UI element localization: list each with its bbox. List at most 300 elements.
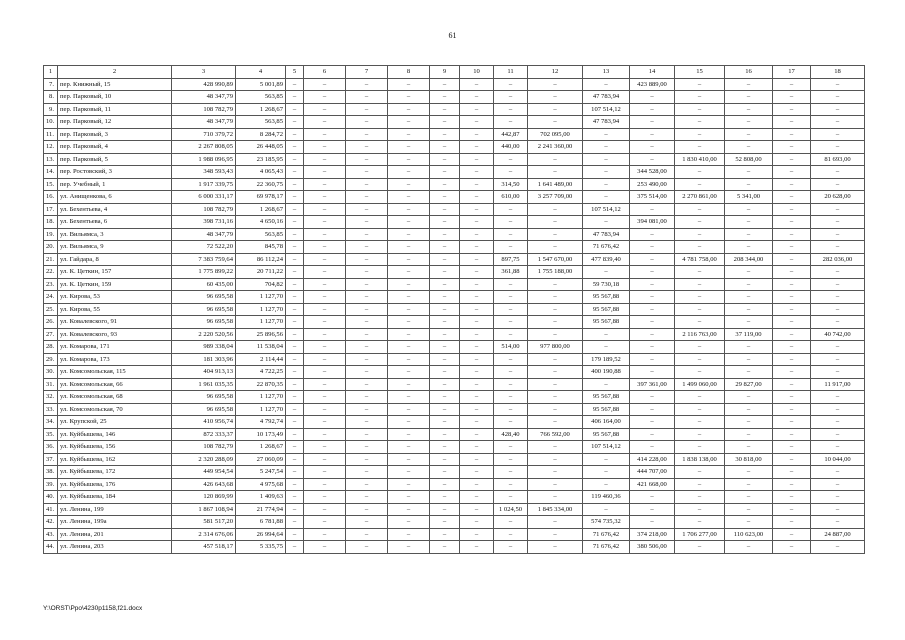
value-cell: – — [460, 466, 494, 479]
value-cell: – — [346, 528, 388, 541]
value-cell: – — [430, 303, 460, 316]
value-cell: – — [811, 241, 865, 254]
value-cell: – — [773, 291, 811, 304]
value-cell: – — [460, 366, 494, 379]
column-number: 2 — [58, 66, 172, 79]
value-cell: – — [388, 478, 430, 491]
value-cell: – — [346, 141, 388, 154]
value-cell: 6 000 331,17 — [172, 191, 236, 204]
value-cell: – — [460, 316, 494, 329]
value-cell: – — [304, 341, 346, 354]
value-cell: – — [346, 203, 388, 216]
row-number: 35. — [44, 428, 58, 441]
value-cell: – — [494, 328, 528, 341]
value-cell: – — [773, 241, 811, 254]
data-table — [43, 65, 865, 554]
value-cell: – — [528, 403, 583, 416]
value-cell: – — [286, 528, 304, 541]
value-cell: 253 490,00 — [630, 178, 675, 191]
address-cell: ул. Ковалевского, 93 — [58, 328, 172, 341]
value-cell: – — [675, 441, 725, 454]
column-number: 6 — [304, 66, 346, 79]
row-number: 15. — [44, 178, 58, 191]
row-number: 12. — [44, 141, 58, 154]
value-cell: 2 267 808,05 — [172, 141, 236, 154]
value-cell: – — [430, 278, 460, 291]
value-cell: 95 567,88 — [583, 303, 630, 316]
value-cell: 4 792,74 — [236, 416, 286, 429]
value-cell: – — [286, 203, 304, 216]
value-cell: – — [346, 128, 388, 141]
value-cell: – — [528, 166, 583, 179]
table-row — [44, 403, 865, 416]
value-cell: 110 623,00 — [725, 528, 773, 541]
value-cell: – — [583, 453, 630, 466]
value-cell: 96 695,58 — [172, 316, 236, 329]
value-cell: – — [675, 103, 725, 116]
value-cell: – — [346, 428, 388, 441]
column-number: 13 — [583, 66, 630, 79]
value-cell: – — [460, 491, 494, 504]
value-cell: 1 409,63 — [236, 491, 286, 504]
column-number: 3 — [172, 66, 236, 79]
value-cell: – — [286, 441, 304, 454]
value-cell: – — [773, 516, 811, 529]
column-number: 8 — [388, 66, 430, 79]
row-number: 16. — [44, 191, 58, 204]
column-number: 14 — [630, 66, 675, 79]
value-cell: – — [346, 503, 388, 516]
value-cell: – — [304, 416, 346, 429]
value-cell: 397 361,00 — [630, 378, 675, 391]
value-cell: – — [460, 378, 494, 391]
value-cell: 1 127,70 — [236, 291, 286, 304]
value-cell: – — [388, 403, 430, 416]
table-row — [44, 416, 865, 429]
value-cell: – — [494, 303, 528, 316]
address-cell: ул. Ковалевского, 91 — [58, 316, 172, 329]
value-cell: – — [460, 528, 494, 541]
value-cell: 7 383 759,64 — [172, 253, 236, 266]
table-row — [44, 466, 865, 479]
value-cell: – — [583, 328, 630, 341]
value-cell: – — [460, 303, 494, 316]
table-row — [44, 441, 865, 454]
value-cell: – — [528, 416, 583, 429]
value-cell: – — [388, 141, 430, 154]
value-cell: – — [388, 216, 430, 229]
value-cell: – — [675, 428, 725, 441]
value-cell: – — [583, 378, 630, 391]
value-cell: 181 303,96 — [172, 353, 236, 366]
value-cell: – — [460, 328, 494, 341]
value-cell: – — [630, 391, 675, 404]
row-number: 24. — [44, 291, 58, 304]
value-cell: 440,00 — [494, 141, 528, 154]
value-cell: – — [494, 116, 528, 129]
value-cell: – — [304, 228, 346, 241]
value-cell: – — [630, 141, 675, 154]
value-cell: – — [811, 366, 865, 379]
value-cell: – — [388, 103, 430, 116]
value-cell: – — [494, 228, 528, 241]
table-row — [44, 491, 865, 504]
value-cell: – — [388, 453, 430, 466]
value-cell: – — [286, 353, 304, 366]
value-cell: – — [346, 516, 388, 529]
value-cell: – — [304, 541, 346, 554]
value-cell: – — [430, 528, 460, 541]
value-cell: – — [725, 366, 773, 379]
address-cell: ул. Вильямса, 3 — [58, 228, 172, 241]
value-cell: – — [388, 228, 430, 241]
value-cell: – — [346, 391, 388, 404]
value-cell: 4 065,43 — [236, 166, 286, 179]
address-cell: пер. Учебный, 1 — [58, 178, 172, 191]
table-row — [44, 228, 865, 241]
value-cell: – — [304, 328, 346, 341]
value-cell: – — [773, 541, 811, 554]
value-cell: 1 127,70 — [236, 403, 286, 416]
value-cell: 2 116 763,00 — [675, 328, 725, 341]
address-cell: ул. К. Цеткин, 157 — [58, 266, 172, 279]
value-cell: 26 994,64 — [236, 528, 286, 541]
address-cell: ул. Куйбышева, 156 — [58, 441, 172, 454]
value-cell: – — [430, 116, 460, 129]
value-cell: – — [286, 453, 304, 466]
value-cell: – — [630, 516, 675, 529]
value-cell: – — [304, 241, 346, 254]
value-cell: – — [304, 303, 346, 316]
value-cell: – — [630, 253, 675, 266]
value-cell: – — [630, 341, 675, 354]
value-cell: 25 896,56 — [236, 328, 286, 341]
address-cell: ул. Комсомольская, 68 — [58, 391, 172, 404]
value-cell: 1 706 277,00 — [675, 528, 725, 541]
column-number: 7 — [346, 66, 388, 79]
value-cell: 71 676,42 — [583, 528, 630, 541]
value-cell: 4 975,68 — [236, 478, 286, 491]
table-row — [44, 166, 865, 179]
value-cell: – — [494, 528, 528, 541]
page-number: 61 — [448, 31, 457, 40]
value-cell: 1 268,67 — [236, 441, 286, 454]
value-cell: – — [286, 91, 304, 104]
value-cell: 22 360,75 — [236, 178, 286, 191]
value-cell: 107 514,12 — [583, 441, 630, 454]
value-cell: 1 917 339,75 — [172, 178, 236, 191]
table-row — [44, 241, 865, 254]
value-cell: – — [460, 503, 494, 516]
value-cell: 374 218,00 — [630, 528, 675, 541]
value-cell: – — [346, 328, 388, 341]
row-number: 37. — [44, 453, 58, 466]
value-cell: 710 379,72 — [172, 128, 236, 141]
value-cell: – — [630, 303, 675, 316]
value-cell: – — [725, 478, 773, 491]
row-number: 14. — [44, 166, 58, 179]
table-row — [44, 128, 865, 141]
value-cell: 400 190,88 — [583, 366, 630, 379]
address-cell: ул. Кирова, 55 — [58, 303, 172, 316]
row-number: 17. — [44, 203, 58, 216]
value-cell: – — [725, 266, 773, 279]
value-cell: – — [346, 253, 388, 266]
value-cell: – — [811, 503, 865, 516]
value-cell: 1 024,50 — [494, 503, 528, 516]
value-cell: – — [528, 291, 583, 304]
value-cell: – — [675, 228, 725, 241]
value-cell: – — [811, 216, 865, 229]
table-header-row — [44, 66, 865, 79]
value-cell: – — [583, 141, 630, 154]
value-cell: – — [346, 278, 388, 291]
value-cell: – — [430, 253, 460, 266]
value-cell: – — [811, 103, 865, 116]
value-cell: – — [388, 416, 430, 429]
value-cell: – — [286, 266, 304, 279]
value-cell: – — [675, 466, 725, 479]
value-cell: – — [725, 178, 773, 191]
value-cell: – — [494, 91, 528, 104]
value-cell: 428,40 — [494, 428, 528, 441]
value-cell: – — [811, 278, 865, 291]
value-cell: – — [286, 478, 304, 491]
value-cell: – — [528, 91, 583, 104]
value-cell: – — [346, 103, 388, 116]
value-cell: – — [675, 241, 725, 254]
value-cell: – — [675, 403, 725, 416]
value-cell: – — [346, 341, 388, 354]
value-cell: – — [773, 141, 811, 154]
value-cell: 5 247,54 — [236, 466, 286, 479]
value-cell: – — [494, 103, 528, 116]
value-cell: 24 887,00 — [811, 528, 865, 541]
value-cell: – — [725, 316, 773, 329]
value-cell: – — [460, 91, 494, 104]
address-cell: ул. Гайдара, 8 — [58, 253, 172, 266]
table-row — [44, 141, 865, 154]
value-cell: – — [725, 166, 773, 179]
row-number: 34. — [44, 416, 58, 429]
value-cell: – — [346, 216, 388, 229]
value-cell: – — [430, 153, 460, 166]
value-cell: – — [675, 216, 725, 229]
value-cell: 22 870,35 — [236, 378, 286, 391]
value-cell: – — [286, 503, 304, 516]
value-cell: 20 711,22 — [236, 266, 286, 279]
value-cell: – — [388, 428, 430, 441]
value-cell: – — [675, 366, 725, 379]
value-cell: – — [460, 428, 494, 441]
value-cell: – — [811, 341, 865, 354]
value-cell: – — [494, 203, 528, 216]
column-number: 16 — [725, 66, 773, 79]
value-cell: – — [460, 116, 494, 129]
value-cell: 1 988 096,95 — [172, 153, 236, 166]
value-cell: – — [388, 266, 430, 279]
address-cell: ул. Ленина, 201 — [58, 528, 172, 541]
value-cell: – — [460, 141, 494, 154]
value-cell: 95 567,88 — [583, 316, 630, 329]
value-cell: – — [630, 366, 675, 379]
value-cell: – — [430, 491, 460, 504]
value-cell: – — [304, 491, 346, 504]
value-cell: – — [811, 291, 865, 304]
row-number: 26. — [44, 316, 58, 329]
value-cell: – — [528, 491, 583, 504]
value-cell: 766 592,00 — [528, 428, 583, 441]
address-cell: ул. Куйбышева, 176 — [58, 478, 172, 491]
value-cell: 108 782,79 — [172, 203, 236, 216]
value-cell: – — [430, 91, 460, 104]
value-cell: – — [725, 441, 773, 454]
value-cell: – — [494, 466, 528, 479]
value-cell: – — [528, 441, 583, 454]
value-cell: – — [388, 341, 430, 354]
value-cell: 1 755 188,00 — [528, 266, 583, 279]
value-cell: – — [346, 466, 388, 479]
value-cell: – — [430, 228, 460, 241]
value-cell: – — [773, 391, 811, 404]
value-cell: – — [388, 441, 430, 454]
value-cell: – — [346, 403, 388, 416]
row-number: 10. — [44, 116, 58, 129]
value-cell: – — [675, 166, 725, 179]
value-cell: – — [494, 478, 528, 491]
value-cell: – — [430, 478, 460, 491]
value-cell: 414 228,00 — [630, 453, 675, 466]
value-cell: 1 641 489,00 — [528, 178, 583, 191]
table-row — [44, 528, 865, 541]
value-cell: – — [430, 141, 460, 154]
value-cell: – — [388, 203, 430, 216]
value-cell: – — [460, 353, 494, 366]
value-cell: – — [811, 166, 865, 179]
value-cell: – — [725, 466, 773, 479]
value-cell: – — [583, 78, 630, 91]
value-cell: – — [630, 328, 675, 341]
value-cell: – — [304, 403, 346, 416]
value-cell: – — [286, 191, 304, 204]
table-row — [44, 178, 865, 191]
row-number: 8. — [44, 91, 58, 104]
value-cell: – — [773, 103, 811, 116]
value-cell: – — [494, 241, 528, 254]
row-number: 41. — [44, 503, 58, 516]
value-cell: – — [346, 291, 388, 304]
row-number: 22. — [44, 266, 58, 279]
row-number: 31. — [44, 378, 58, 391]
value-cell: 361,88 — [494, 266, 528, 279]
value-cell: – — [583, 128, 630, 141]
value-cell: – — [725, 291, 773, 304]
column-number: 12 — [528, 66, 583, 79]
value-cell: – — [346, 241, 388, 254]
row-number: 21. — [44, 253, 58, 266]
value-cell: – — [430, 341, 460, 354]
value-cell: – — [675, 203, 725, 216]
row-number: 40. — [44, 491, 58, 504]
address-cell: ул. Ленина, 199 — [58, 503, 172, 516]
value-cell: – — [675, 503, 725, 516]
value-cell: – — [430, 366, 460, 379]
value-cell: – — [583, 216, 630, 229]
value-cell: – — [346, 491, 388, 504]
value-cell: – — [528, 278, 583, 291]
value-cell: – — [630, 428, 675, 441]
value-cell: – — [304, 78, 346, 91]
value-cell: 348 593,43 — [172, 166, 236, 179]
value-cell: – — [725, 216, 773, 229]
value-cell: – — [304, 178, 346, 191]
column-number: 15 — [675, 66, 725, 79]
value-cell: – — [286, 541, 304, 554]
table-row — [44, 503, 865, 516]
value-cell: – — [528, 541, 583, 554]
value-cell: – — [773, 216, 811, 229]
value-cell: 610,00 — [494, 191, 528, 204]
value-cell: 444 707,00 — [630, 466, 675, 479]
value-cell: – — [811, 203, 865, 216]
value-cell: 95 567,88 — [583, 428, 630, 441]
value-cell: – — [630, 128, 675, 141]
value-cell: – — [388, 353, 430, 366]
value-cell: – — [286, 328, 304, 341]
value-cell: – — [388, 391, 430, 404]
value-cell: – — [304, 203, 346, 216]
value-cell: – — [304, 366, 346, 379]
value-cell: – — [725, 116, 773, 129]
value-cell: – — [725, 128, 773, 141]
value-cell: – — [460, 478, 494, 491]
value-cell: – — [811, 178, 865, 191]
value-cell: 2 220 520,56 — [172, 328, 236, 341]
value-cell: – — [388, 78, 430, 91]
value-cell: – — [725, 78, 773, 91]
column-number: 18 — [811, 66, 865, 79]
value-cell: 23 185,95 — [236, 153, 286, 166]
value-cell: 96 695,58 — [172, 391, 236, 404]
value-cell: – — [528, 366, 583, 379]
value-cell: – — [528, 328, 583, 341]
value-cell: – — [388, 253, 430, 266]
value-cell: – — [460, 178, 494, 191]
value-cell: 2 270 861,00 — [675, 191, 725, 204]
value-cell: – — [811, 516, 865, 529]
value-cell: – — [811, 141, 865, 154]
value-cell: – — [346, 116, 388, 129]
value-cell: – — [388, 528, 430, 541]
value-cell: – — [346, 353, 388, 366]
value-cell: – — [725, 353, 773, 366]
value-cell: 421 668,00 — [630, 478, 675, 491]
value-cell: – — [286, 391, 304, 404]
value-cell: – — [528, 316, 583, 329]
value-cell: – — [430, 166, 460, 179]
value-cell: 3 257 709,00 — [528, 191, 583, 204]
value-cell: 563,85 — [236, 228, 286, 241]
value-cell: – — [430, 541, 460, 554]
value-cell: 2 314 676,06 — [172, 528, 236, 541]
value-cell: 410 956,74 — [172, 416, 236, 429]
value-cell: – — [388, 303, 430, 316]
value-cell: – — [528, 216, 583, 229]
value-cell: – — [430, 128, 460, 141]
value-cell: – — [528, 478, 583, 491]
row-number: 27. — [44, 328, 58, 341]
value-cell: – — [494, 441, 528, 454]
